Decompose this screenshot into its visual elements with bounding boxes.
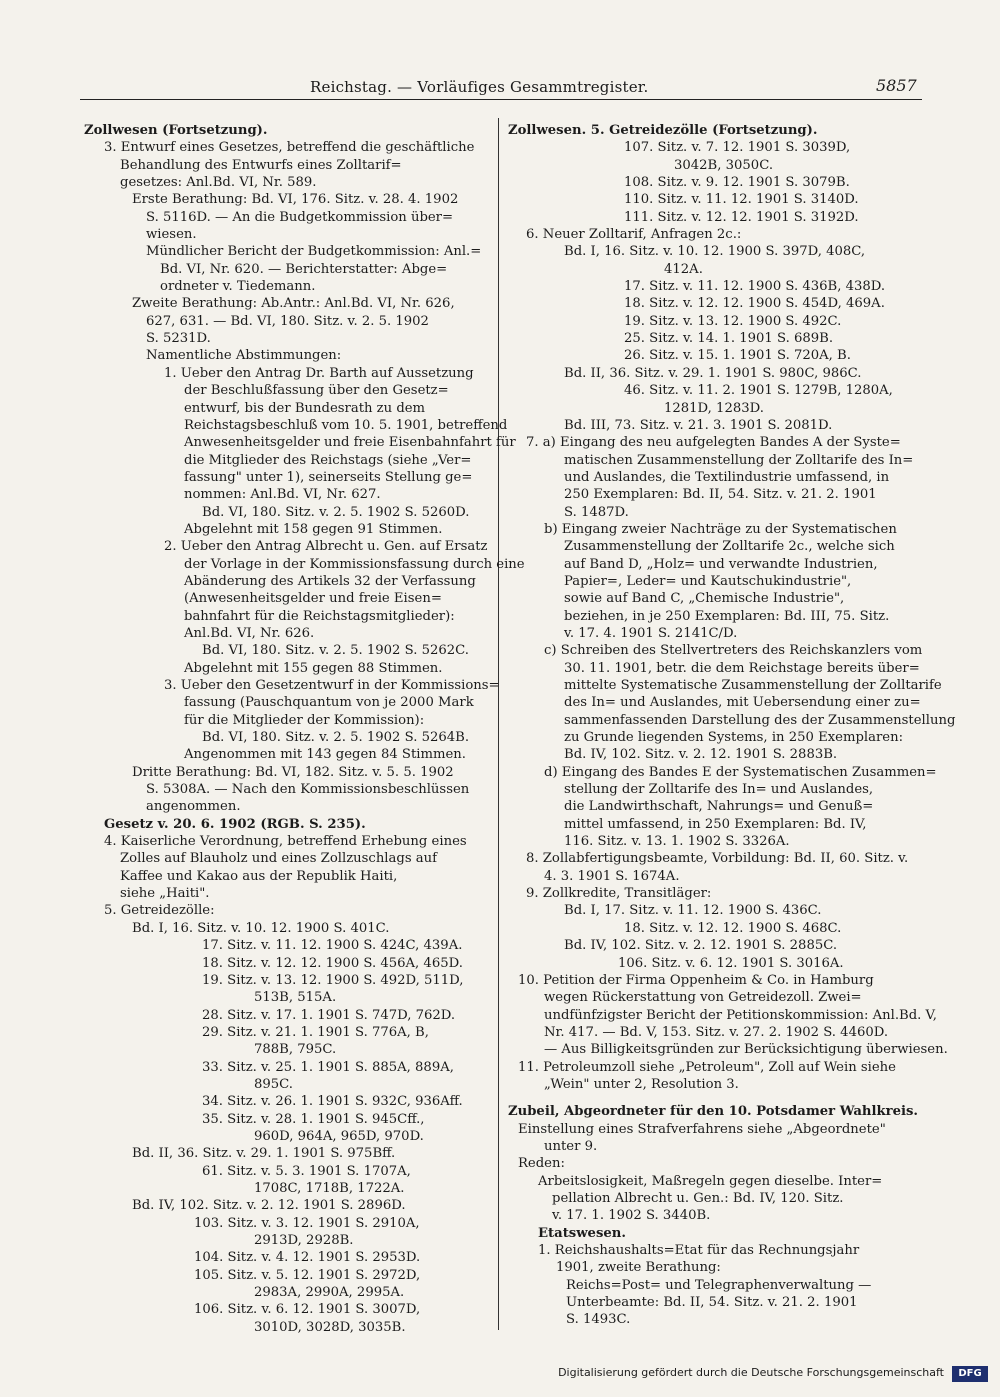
text-line: mittel umfassend, in 250 Exemplaren: Bd. IV, xyxy=(564,816,867,832)
text-line: Bd. VI, 180. Sitz. v. 2. 5. 1902 S. 5264B. xyxy=(202,730,470,746)
text-line: 3010D, 3028D, 3035B. xyxy=(254,1319,406,1335)
text-line xyxy=(508,1093,913,1103)
text-line: 10. Petition der Firma Oppenheim & Co. in Hamburg xyxy=(518,972,874,988)
text-line: Unterbeamte: Bd. II, 54. Sitz. v. 21. 2. 1901 xyxy=(566,1295,858,1311)
text-line: 107. Sitz. v. 7. 12. 1901 S. 3039D, xyxy=(624,140,851,156)
text-line: 6. Neuer Zolltarif, Anfragen 2c.: xyxy=(526,227,742,243)
text-line: Etatswesen. xyxy=(538,1225,626,1241)
text-line: Bd. I, 16. Sitz. v. 10. 12. 1900 S. 401C. xyxy=(132,920,390,936)
text-line: 3. Ueber den Gesetzentwurf in der Kommissions= xyxy=(164,678,500,693)
text-line: 1. Ueber den Antrag Dr. Barth auf Aussetzung xyxy=(164,365,474,381)
text-line: 105. Sitz. v. 5. 12. 1901 S. 2972D, xyxy=(194,1267,421,1283)
text-line: S. 1487D. xyxy=(564,504,629,520)
text-line: Anl.Bd. VI, Nr. 626. xyxy=(184,625,315,641)
text-line: 33. Sitz. v. 25. 1. 1901 S. 885A, 889A, xyxy=(202,1059,454,1075)
text-line: Arbeitslosigkeit, Maßregeln gegen dieselbe. Inter= xyxy=(538,1173,883,1189)
text-line: sammenfassenden Darstellung des der Zusammenstellung xyxy=(564,712,956,728)
text-line: 4. Kaiserliche Verordnung, betreffend Erhebung eines xyxy=(104,834,467,850)
text-line: „Wein" unter 2, Resolution 3. xyxy=(544,1076,739,1092)
text-line: Reichstagsbeschluß vom 10. 5. 1901, betreffend xyxy=(184,417,508,433)
text-line: des In= und Auslandes, mit Uebersendung einer zu= xyxy=(564,695,921,711)
text-line: 103. Sitz. v. 3. 12. 1901 S. 2910A, xyxy=(194,1215,420,1231)
text-line: 895C. xyxy=(254,1076,293,1092)
text-line: Zweite Berathung: Ab.Antr.: Anl.Bd. VI, Nr. 626, xyxy=(132,296,455,312)
text-line: 46. Sitz. v. 11. 2. 1901 S. 1279B, 1280A, xyxy=(624,383,893,399)
text-line: 35. Sitz. v. 28. 1. 1901 S. 945Cff., xyxy=(202,1111,425,1127)
column-divider xyxy=(498,118,499,1330)
text-line: wegen Rückerstattung von Getreidezoll. Zwei= xyxy=(544,990,862,1006)
text-line: Namentliche Abstimmungen: xyxy=(146,348,342,364)
text-line: v. 17. 1. 1902 S. 3440B. xyxy=(552,1208,711,1224)
text-line: Abgelehnt mit 158 gegen 91 Stimmen. xyxy=(184,521,443,537)
text-line: Bd. IV, 102. Sitz. v. 2. 12. 1901 S. 2896D. xyxy=(132,1198,406,1214)
text-line: 110. Sitz. v. 11. 12. 1901 S. 3140D. xyxy=(624,192,859,208)
text-line: 8. Zollabfertigungsbeamte, Vorbildung: Bd. II, 60. Sitz. v. xyxy=(526,851,909,867)
text-line: nommen: Anl.Bd. VI, Nr. 627. xyxy=(184,487,381,503)
text-line: der Beschlußfassung über den Gesetz= xyxy=(184,383,449,399)
text-line: die Mitglieder des Reichstags (siehe „Ver= xyxy=(184,452,472,468)
text-line: der Vorlage in der Kommissionsfassung durch eine xyxy=(184,556,525,572)
text-line: S. 5308A. — Nach den Kommissionsbeschlüssen xyxy=(146,782,470,798)
text-line: 18. Sitz. v. 12. 12. 1900 S. 456A, 465D. xyxy=(202,955,463,971)
text-line: stellung der Zolltarife des In= und Auslandes, xyxy=(564,782,874,798)
text-line: fassung (Pauschquantum von je 2000 Mark xyxy=(184,695,474,711)
text-line: 627, 631. — Bd. VI, 180. Sitz. v. 2. 5. 1902 xyxy=(146,313,429,329)
text-line: Nr. 417. — Bd. V, 153. Sitz. v. 27. 2. 1902 S. 4460D. xyxy=(544,1024,889,1040)
header-rule xyxy=(80,99,922,100)
text-line: Bd. IV, 102. Sitz. v. 2. 12. 1901 S. 2883B. xyxy=(564,747,838,763)
text-line: d) Eingang des Bandes E der Systematischen Zusammen= xyxy=(544,764,937,780)
page-number: 5857 xyxy=(876,76,917,95)
text-line: Bd. I, 16. Sitz. v. 10. 12. 1900 S. 397D, 408C, xyxy=(564,244,866,260)
text-line: 9. Zollkredite, Transitläger: xyxy=(526,886,712,902)
text-line: 250 Exemplaren: Bd. II, 54. Sitz. v. 21. 2. 1901 xyxy=(564,487,877,503)
text-line: 2913D, 2928B. xyxy=(254,1233,354,1248)
text-line: Bd. III, 73. Sitz. v. 21. 3. 1901 S. 2081D. xyxy=(564,417,833,433)
text-line: 106. Sitz. v. 6. 12. 1901 S. 3007D, xyxy=(194,1302,421,1318)
text-line: entwurf, bis der Bundesrath zu dem xyxy=(184,400,426,416)
text-line: Bd. IV, 102. Sitz. v. 2. 12. 1901 S. 2885C. xyxy=(564,938,838,954)
dfg-logo: DFG xyxy=(952,1366,988,1382)
text-line: Anwesenheitsgelder und freie Eisenbahnfahrt für xyxy=(184,435,516,451)
text-line: 61. Sitz. v. 5. 3. 1901 S. 1707A, xyxy=(202,1163,411,1179)
text-line: Bd. II, 36. Sitz. v. 29. 1. 1901 S. 975Bff. xyxy=(132,1146,396,1162)
text-line: 1901, zweite Berathung: xyxy=(556,1260,721,1276)
text-line: undfünfzigster Bericht der Petitionskommission: Anl.Bd. V, xyxy=(544,1007,937,1023)
text-line: sowie auf Band C, „Chemische Industrie", xyxy=(564,591,845,607)
text-line: Angenommen mit 143 gegen 84 Stimmen. xyxy=(184,747,466,763)
text-line: 3. Entwurf eines Gesetzes, betreffend die geschäftliche xyxy=(104,140,475,156)
text-line: Zollwesen (Fortsetzung). xyxy=(84,123,268,138)
text-line: 28. Sitz. v. 17. 1. 1901 S. 747D, 762D. xyxy=(202,1007,456,1023)
text-line: angenommen. xyxy=(146,799,241,815)
text-line: 788B, 795C. xyxy=(254,1042,337,1058)
text-line: unter 9. xyxy=(544,1138,598,1154)
text-line: wiesen. xyxy=(146,227,197,243)
text-line: 5. Getreidezölle: xyxy=(104,903,215,919)
text-line: 513B, 515A. xyxy=(254,990,337,1006)
text-line: Bd. VI, 180. Sitz. v. 2. 5. 1902 S. 5262C. xyxy=(202,643,469,659)
text-line: Zollwesen. 5. Getreidezölle (Fortsetzung). xyxy=(508,123,818,138)
text-line: 1281D, 1283D. xyxy=(664,400,764,416)
text-line: Bd. VI, Nr. 620. — Berichterstatter: Abge= xyxy=(160,261,448,277)
text-line: b) Eingang zweier Nachträge zu der Systematischen xyxy=(544,521,897,537)
text-line: 19. Sitz. v. 13. 12. 1900 S. 492D, 511D, xyxy=(202,972,464,988)
text-line: mittelte Systematische Zusammenstellung der Zolltarife xyxy=(564,678,942,693)
text-line: zu Grunde liegenden Systems, in 250 Exemplaren: xyxy=(564,730,904,746)
text-line: 18. Sitz. v. 12. 12. 1900 S. 454D, 469A. xyxy=(624,296,885,312)
text-line: Zusammenstellung der Zolltarife 2c., welche sich xyxy=(564,539,895,555)
text-line: 1708C, 1718B, 1722A. xyxy=(254,1180,405,1196)
text-line: Zubeil, Abgeordneter für den 10. Potsdamer Wahlkreis. xyxy=(508,1104,919,1120)
text-line: pellation Albrecht u. Gen.: Bd. IV, 120. Sitz. xyxy=(552,1190,844,1206)
text-line: 3042B, 3050C. xyxy=(674,157,774,173)
text-line: 25. Sitz. v. 14. 1. 1901 S. 689B. xyxy=(624,331,834,347)
text-line: 17. Sitz. v. 11. 12. 1900 S. 424C, 439A. xyxy=(202,938,463,954)
text-line: S. 1493C. xyxy=(566,1312,631,1328)
text-line: Papier=, Leder= und Kautschukindustrie", xyxy=(564,573,852,589)
text-line: auf Band D, „Holz= und verwandte Industrien, xyxy=(564,556,878,572)
text-line: Mündlicher Bericht der Budgetkommission: Anl.= xyxy=(146,244,482,260)
text-line: Bd. II, 36. Sitz. v. 29. 1. 1901 S. 980C, 986C. xyxy=(564,365,862,381)
text-line: 19. Sitz. v. 13. 12. 1900 S. 492C. xyxy=(624,313,842,329)
text-line: 111. Sitz. v. 12. 12. 1901 S. 3192D. xyxy=(624,209,859,225)
text-line: Gesetz v. 20. 6. 1902 (RGB. S. 235). xyxy=(104,816,366,832)
text-line: die Landwirthschaft, Nahrungs= und Genuß= xyxy=(564,799,874,815)
text-line: 116. Sitz. v. 13. 1. 1902 S. 3326A. xyxy=(564,834,790,850)
text-line: 104. Sitz. v. 4. 12. 1901 S. 2953D. xyxy=(194,1250,421,1266)
text-line: und Auslandes, die Textilindustrie umfassend, in xyxy=(564,469,890,485)
text-line: — Aus Billigkeitsgründen zur Berücksichtigung überwiesen. xyxy=(544,1042,948,1058)
text-line: 2. Ueber den Antrag Albrecht u. Gen. auf Ersatz xyxy=(164,539,488,555)
text-line: für die Mitglieder der Kommission): xyxy=(184,712,425,728)
text-line: fassung" unter 1), seinerseits Stellung ge= xyxy=(184,469,473,485)
running-header: Reichstag. — Vorläufiges Gesammtregister. xyxy=(310,78,649,96)
text-line: Behandlung des Entwurfs eines Zolltarif= xyxy=(120,157,402,173)
text-line: Abgelehnt mit 155 gegen 88 Stimmen. xyxy=(184,660,443,676)
text-line: Erste Berathung: Bd. VI, 176. Sitz. v. 28. 4. 1902 xyxy=(132,192,459,208)
text-line: 29. Sitz. v. 21. 1. 1901 S. 776A, B, xyxy=(202,1024,429,1040)
text-line: 26. Sitz. v. 15. 1. 1901 S. 720A, B. xyxy=(624,348,851,364)
text-line: 960D, 964A, 965D, 970D. xyxy=(254,1128,424,1144)
text-line: 11. Petroleumzoll siehe „Petroleum", Zoll auf Wein siehe xyxy=(518,1059,896,1075)
text-line: 30. 11. 1901, betr. die dem Reichstage bereits über= xyxy=(564,660,920,676)
text-line: 108. Sitz. v. 9. 12. 1901 S. 3079B. xyxy=(624,175,850,191)
text-line: 106. Sitz. v. 6. 12. 1901 S. 3016A. xyxy=(618,955,844,971)
text-line: 17. Sitz. v. 11. 12. 1900 S. 436B, 438D. xyxy=(624,279,886,295)
text-line: 34. Sitz. v. 26. 1. 1901 S. 932C, 936Aff. xyxy=(202,1094,463,1110)
text-line: siehe „Haiti". xyxy=(120,886,210,902)
text-line: Kaffee und Kakao aus der Republik Haiti, xyxy=(120,868,398,884)
right-column xyxy=(508,122,956,1329)
text-line: c) Schreiben des Stellvertreters des Reichskanzlers vom xyxy=(544,643,923,659)
text-line: S. 5231D. xyxy=(146,331,211,347)
text-line: beziehen, in je 250 Exemplaren: Bd. III, 75. Sitz. xyxy=(564,608,890,624)
text-line: Bd. I, 17. Sitz. v. 11. 12. 1900 S. 436C. xyxy=(564,903,822,919)
text-line: 4. 3. 1901 S. 1674A. xyxy=(544,868,680,884)
text-line: ordneter v. Tiedemann. xyxy=(160,279,316,295)
text-line: S. 5116D. — An die Budgetkommission über= xyxy=(146,209,454,225)
text-line: Einstellung eines Strafverfahrens siehe „Abgeordnete" xyxy=(518,1121,886,1137)
text-line: Zolles auf Blauholz und eines Zollzuschlags auf xyxy=(120,851,438,867)
text-line: Abänderung des Artikels 32 der Verfassung xyxy=(184,573,476,589)
text-line: Reichs=Post= und Telegraphenverwaltung — xyxy=(566,1277,872,1293)
text-line: v. 17. 4. 1901 S. 2141C/D. xyxy=(564,625,738,641)
text-line: 2983A, 2990A, 2995A. xyxy=(254,1285,405,1301)
text-line: (Anwesenheitsgelder und freie Eisen= xyxy=(184,591,442,607)
text-line: gesetzes: Anl.Bd. VI, Nr. 589. xyxy=(120,175,317,191)
text-line: Dritte Berathung: Bd. VI, 182. Sitz. v. 5. 5. 1902 xyxy=(132,764,454,780)
text-line: Bd. VI, 180. Sitz. v. 2. 5. 1902 S. 5260D. xyxy=(202,504,470,520)
text-line: 412A. xyxy=(664,261,703,277)
text-line: 18. Sitz. v. 12. 12. 1900 S. 468C. xyxy=(624,920,842,936)
text-line: Reden: xyxy=(518,1156,565,1172)
left-column xyxy=(84,122,525,1336)
text-line: matischen Zusammenstellung der Zolltarife des In= xyxy=(564,452,914,468)
footer-credit: Digitalisierung gefördert durch die Deutsche Forschungsgemeinschaft xyxy=(558,1366,944,1379)
text-line: 7. a) Eingang des neu aufgelegten Bandes A der Syste= xyxy=(526,435,901,451)
text-line: 1. Reichshaushalts=Etat für das Rechnungsjahr xyxy=(538,1243,860,1258)
text-line: bahnfahrt für die Reichstagsmitglieder): xyxy=(184,608,455,624)
